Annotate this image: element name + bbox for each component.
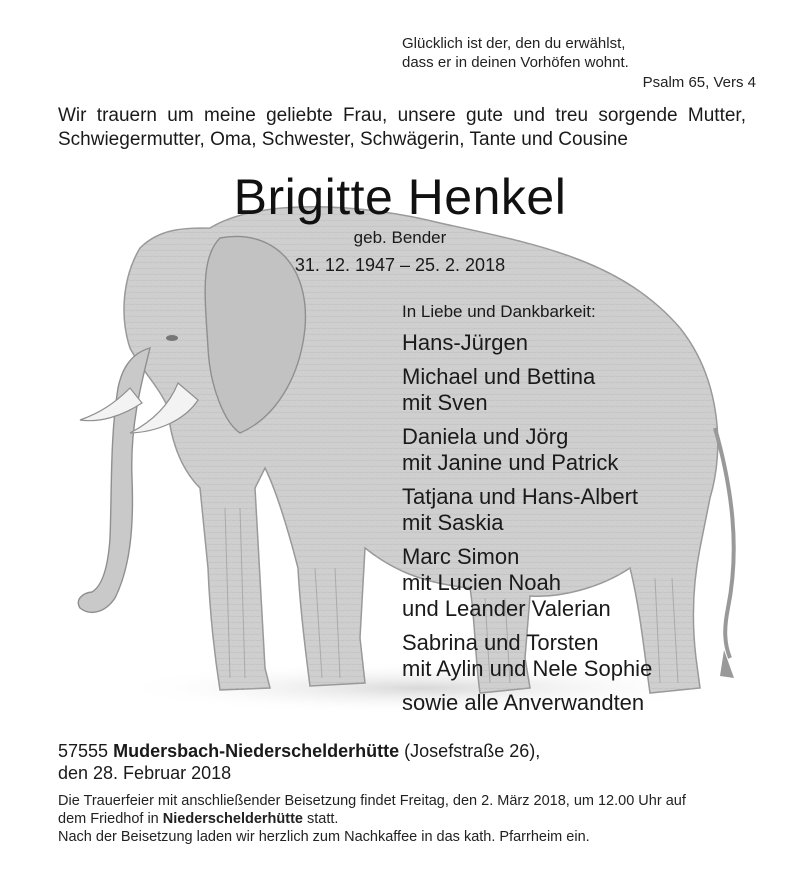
date-line: den 28. Februar 2018 bbox=[58, 763, 232, 783]
mourner-line: mit Janine und Patrick bbox=[402, 450, 619, 475]
mourner-line: Hans-Jürgen bbox=[402, 330, 528, 355]
intro-line-1: Wir trauern um meine geliebte Frau, unsere gute und treu sorgende Mutter, bbox=[58, 105, 746, 126]
cemetery-place: Niederschelderhütte bbox=[162, 811, 303, 827]
mourner-line: mit Aylin und Nele Sophie bbox=[402, 656, 653, 681]
mourner-group bbox=[402, 544, 652, 622]
town: Mudersbach-Niederschelderhütte bbox=[113, 741, 400, 761]
location-block bbox=[58, 740, 540, 784]
mourner-group bbox=[402, 330, 652, 356]
ceremony-line-1: Die Trauerfeier mit anschließender Beisetzung findet Freitag, den 2. März 2018, um 12.00 Uhr auf bbox=[58, 793, 686, 809]
ceremony-line-2-prefix: dem Friedhof in bbox=[58, 811, 159, 827]
mourner-line: Tatjana und Hans-Albert bbox=[402, 484, 639, 509]
address-line bbox=[58, 740, 540, 762]
intro-text bbox=[58, 104, 746, 152]
mourner-group bbox=[402, 690, 652, 716]
mourner-line: mit Lucien Noah bbox=[402, 570, 561, 595]
mourner-group bbox=[402, 484, 652, 536]
mourner-line: Marc Simon bbox=[402, 544, 520, 569]
verse-line-1: Glücklich ist der, den du erwählst, bbox=[402, 35, 626, 52]
deceased-name: Brigitte Henkel bbox=[233, 169, 567, 225]
verse-reference: Psalm 65, Vers 4 bbox=[642, 74, 756, 91]
verse-line-2: dass er in deinen Vorhöfen wohnt. bbox=[402, 54, 629, 71]
mourner-group bbox=[402, 630, 652, 682]
life-dates: 31. 12. 1947 – 25. 2. 2018 bbox=[294, 255, 506, 275]
mourner-line: sowie alle Anverwandten bbox=[402, 690, 645, 715]
postcode: 57555 bbox=[58, 741, 109, 761]
street: (Josefstraße 26), bbox=[404, 741, 541, 761]
bible-verse bbox=[402, 34, 629, 72]
mourner-line: Michael und Bettina bbox=[402, 364, 596, 389]
ceremony-line-2-suffix: statt. bbox=[307, 811, 339, 827]
maiden-name: geb. Bender bbox=[353, 228, 447, 247]
mourner-line: Sabrina und Torsten bbox=[402, 630, 599, 655]
mourner-line: Daniela und Jörg bbox=[402, 424, 569, 449]
mourners-list bbox=[402, 330, 652, 724]
mourner-group bbox=[402, 424, 652, 476]
ceremony-line-2 bbox=[58, 810, 758, 828]
mourner-line: und Leander Valerian bbox=[402, 596, 611, 621]
ceremony-info bbox=[58, 792, 758, 846]
ceremony-line-3: Nach der Beisetzung laden wir herzlich zum Nachkaffee in das kath. Pfarrheim ein. bbox=[58, 829, 590, 845]
intro-line-2: Schwiegermutter, Oma, Schwester, Schwägerin, Tante und Cousine bbox=[58, 129, 628, 150]
mourner-line: mit Saskia bbox=[402, 510, 504, 535]
mourners-heading: In Liebe und Dankbarkeit: bbox=[402, 302, 596, 321]
mourner-line: mit Sven bbox=[402, 390, 488, 415]
mourner-group bbox=[402, 364, 652, 416]
